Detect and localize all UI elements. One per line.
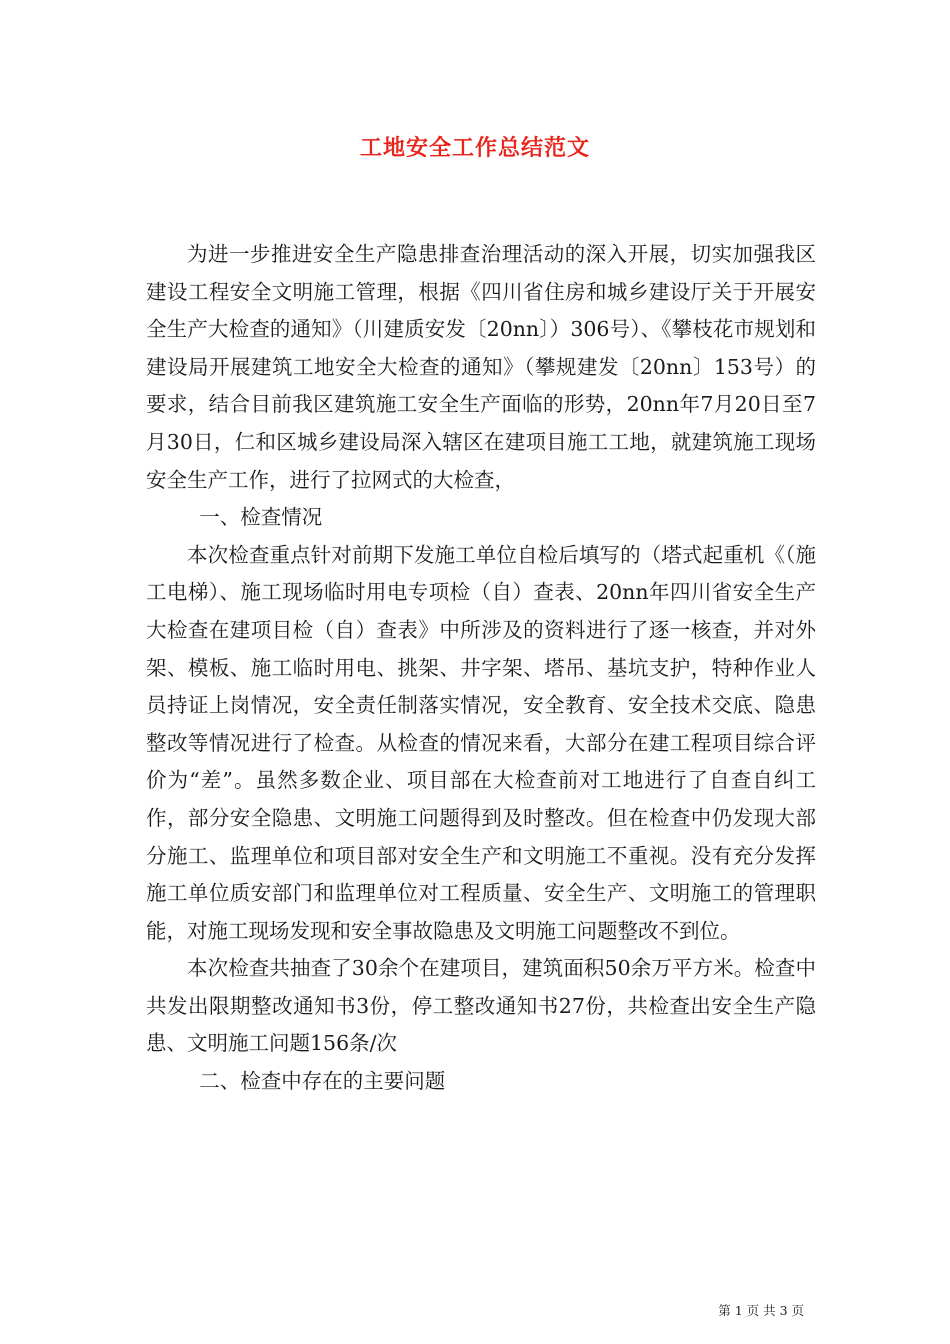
- paragraph-inspection-details: 本次检查重点针对前期下发施工单位自检后填写的（塔式起重机《（施工电梯）、施工现场临时用电专项检（自）查表、20nn年四川省安全生产大检查在建项目检（自）查表》中所涉及的资料进行了逐一核查，并对外架、模板、施工临时用电、挑架、井字架、塔吊、基坑支护，特种作业人员持证上岗情况，安全责任制落实情况，安全教育、安全技术交底、隐患整改等情况进行了检查。从检查的情况来看，大部分在建工程项目综合评价为“差”。虽然多数企业、项目部在大检查前对工地进行了自查自纠工作，部分安全隐患、文明施工问题得到及时整改。但在检查中仍发现大部分施工、监理单位和项目部对安全生产和文明施工不重视。没有充分发挥施工单位质安部门和监理单位对工程质量、安全生产、文明施工的管理职能，对施工现场发现和安全事故隐患及文明施工问题整改不到位。: [146, 542, 816, 943]
- paragraph-inspection-stats: 本次检查共抽查了30余个在建项目，建筑面积50余万平方米。检查中共发出限期整改通知书3份，停工整改通知书27份，共检查出安全生产隐患、文明施工问题156条/次: [146, 956, 816, 1056]
- page-number: 第 1 页 共 3 页: [718, 1303, 804, 1318]
- document-title: 工地安全工作总结范文: [359, 136, 590, 161]
- section-heading-problems: 二、检查中存在的主要问题: [199, 1069, 446, 1094]
- section-heading-inspection: 一、检查情况: [199, 505, 323, 530]
- paragraph-intro: 为进一步推进安全生产隐患排查治理活动的深入开展，切实加强我区建设工程安全文明施工管理，根据《四川省住房和城乡建设厅关于开展安全生产大检查的通知》（川建质安发〔20nn〕）306号）、《攀枝花市规划和建设局开展建筑工地安全大检查的通知》（攀规建发〔20nn〕153号）的要求，结合目前我区建筑施工安全生产面临的形势，20nn年7月20日至7月30日，仁和区城乡建设局深入辖区在建项目施工工地，就建筑施工现场安全生产工作，进行了拉网式的大检查，: [146, 242, 816, 492]
- document-body: [146, 236, 816, 1101]
